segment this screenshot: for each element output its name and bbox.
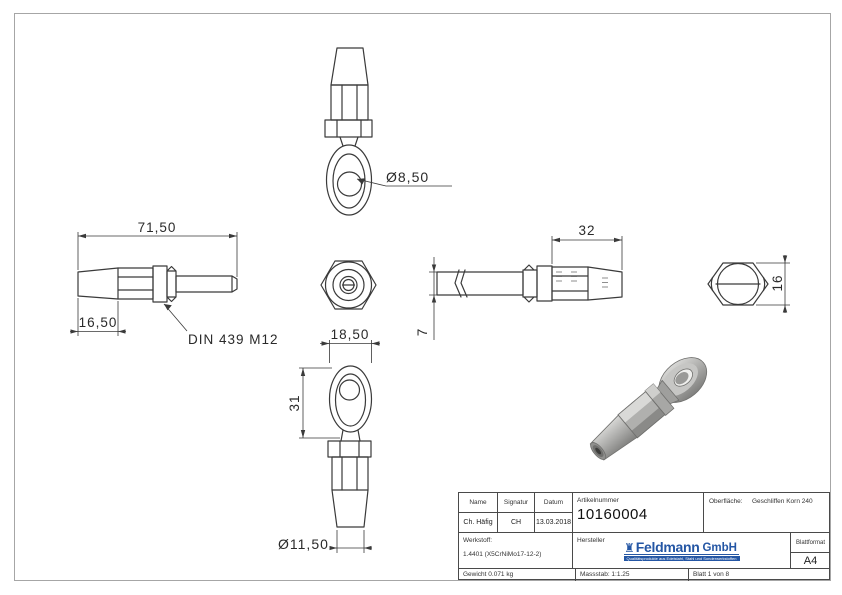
hersteller-cell bbox=[573, 533, 791, 569]
dim-cone-length: 16,50 bbox=[78, 315, 118, 330]
blattformat-value: A4 bbox=[791, 553, 830, 569]
dim-stem-dia: 7 bbox=[414, 327, 430, 337]
werkstoff-value: 1.4401 (X5CrNiMo17-12-2) bbox=[463, 551, 542, 558]
dim-eye-height: 31 bbox=[286, 394, 302, 412]
signatur-label: Signatur bbox=[498, 493, 535, 513]
logo-suffix: GmbH bbox=[702, 542, 737, 554]
oberflaeche-cell bbox=[704, 493, 830, 533]
feldmann-crest-icon: ♜ bbox=[624, 541, 635, 555]
massstab: Massstab: 1:1.25 bbox=[576, 569, 689, 581]
view-top bbox=[325, 48, 452, 215]
dim-cone-dia: Ø11,50 bbox=[278, 536, 329, 552]
dim-total-length: 71,50 bbox=[137, 220, 177, 235]
feldmann-logo bbox=[573, 540, 790, 561]
logo-name: Feldmann bbox=[635, 539, 700, 555]
werkstoff-cell bbox=[459, 533, 573, 569]
dim-hex-across-flats: 16 bbox=[769, 274, 785, 292]
blattformat-label: Blattformat bbox=[791, 533, 830, 553]
view-front-bottom bbox=[299, 340, 380, 553]
datum-label: Datum bbox=[535, 493, 573, 513]
oberflaeche-label: Oberfläche: bbox=[709, 498, 743, 505]
dim-hex-cone-length: 32 bbox=[578, 223, 596, 238]
thread-note: DIN 439 M12 bbox=[188, 332, 279, 347]
datum-value: 13.03.2018 bbox=[535, 513, 573, 533]
dim-eye-hole-dia: Ø8,50 bbox=[386, 169, 430, 185]
artikelnummer-label: Artikelnummer bbox=[577, 497, 619, 504]
view-side-right bbox=[429, 236, 622, 340]
name-value: Ch. Häfig bbox=[459, 513, 498, 533]
view-3d bbox=[583, 348, 716, 468]
logo-tagline: Qualitätsprodukte aus Edelstahl, Stahl und Sonderwerkstoffen bbox=[624, 556, 740, 561]
artikelnummer-value: 10160004 bbox=[577, 506, 648, 523]
hersteller-label: Hersteller bbox=[577, 537, 605, 544]
view-end-center bbox=[321, 261, 376, 309]
name-label: Name bbox=[459, 493, 498, 513]
signatur-value: CH bbox=[498, 513, 535, 533]
gewicht: Gewicht 0.071 kg bbox=[459, 569, 576, 581]
werkstoff-label: Werkstoff: bbox=[463, 537, 493, 544]
oberflaeche-value: Geschliffen Korn 240 bbox=[752, 498, 813, 505]
artikelnummer-cell bbox=[573, 493, 704, 533]
dim-eye-width: 18,50 bbox=[330, 327, 370, 342]
blatt: Blatt 1 von 8 bbox=[693, 571, 730, 578]
title-block bbox=[458, 492, 830, 580]
